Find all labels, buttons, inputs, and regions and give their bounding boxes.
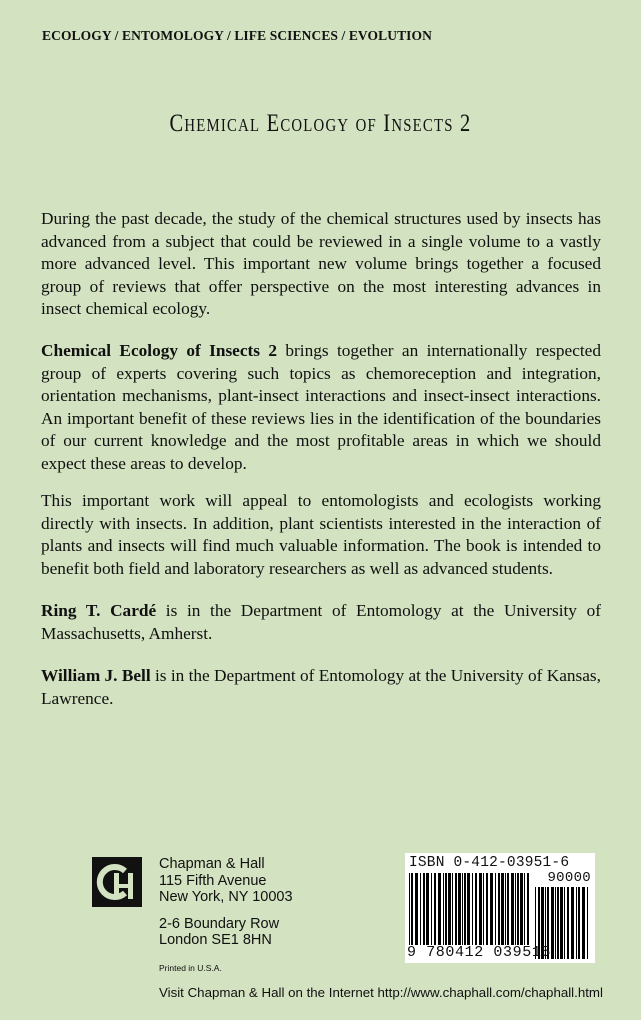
barcode-bar — [501, 873, 504, 945]
paragraph-2-text: brings together an internationally respected group of experts covering such topics as chemoreception and integration, orientation mechanisms, plant-insect interactions and insect-insect interactions. An important benefit of these reviews lies in the identification of the boundaries of our current knowledge and the most profitable areas in which we should expect these areas to develop. — [41, 341, 601, 473]
ean-number: 9 780412 039515 — [407, 944, 552, 961]
barcode-bar — [557, 887, 559, 959]
barcode-bar — [517, 873, 519, 945]
barcode-bar — [415, 873, 418, 945]
author-name: Ring T. Cardé — [41, 601, 157, 620]
barcode-bar — [409, 873, 410, 945]
barcode-bar — [527, 873, 529, 945]
barcode-bar — [426, 873, 429, 945]
address-line: London SE1 8HN — [159, 932, 272, 948]
address-line: 2-6 Boundary Row — [159, 915, 280, 932]
barcode-bar — [452, 873, 453, 945]
barcode-bar — [472, 873, 473, 945]
barcode-bar — [507, 873, 509, 945]
barcode-bar — [555, 887, 556, 959]
barcode-bar — [483, 873, 484, 945]
description-paragraph-2 — [41, 340, 601, 475]
barcode-bar — [479, 873, 482, 945]
author-bio-1 — [41, 600, 601, 645]
barcode-bar — [560, 887, 563, 959]
printed-in-label: Printed in U.S.A. — [159, 963, 222, 973]
barcode-bar — [467, 873, 470, 945]
subject-categories: ECOLOGY / ENTOMOLOGY / LIFE SCIENCES / EVOLUTION — [42, 28, 432, 43]
barcode-bars — [409, 873, 529, 945]
barcode-bar — [486, 873, 488, 945]
barcode-bar — [505, 873, 506, 945]
description-paragraph-1: During the past decade, the study of the chemical structures used by insects has advanced from a subject that could be reviewed in a single volume to a vastly more advanced level. This important new volume brings together a focused group of reviews that offer perspective on the most interesting advances in insect chemical ecology. — [41, 209, 601, 318]
barcode-bar — [455, 873, 457, 945]
barcode-bar — [495, 873, 496, 945]
barcode-bar — [567, 887, 569, 959]
barcode-bar — [578, 887, 580, 959]
barcode-bar — [445, 873, 447, 945]
barcode-bar — [524, 873, 525, 945]
barcode-bar — [551, 887, 554, 959]
barcode-bar — [448, 873, 451, 945]
book-title-inline: Chemical Ecology of Insects 2 — [41, 341, 278, 360]
barcode-bar — [587, 887, 588, 959]
barcode-bar — [423, 873, 425, 945]
barcode-bar — [564, 887, 565, 959]
author-bio-text: is in the Department of Entomology at the University of Kansas, Lawrence. — [41, 666, 601, 708]
publisher-website-line: Visit Chapman & Hall on the Internet http://www.chaphall.com/chaphall.html — [159, 985, 603, 1000]
author-bio-text: is in the Department of Entomology at the University of Massachusetts, Amherst. — [41, 601, 601, 643]
isbn-number: ISBN 0-412-03951-6 — [409, 855, 570, 871]
price-code: 90000 — [547, 870, 591, 886]
barcode-bar — [475, 873, 477, 945]
barcode-bar — [582, 887, 585, 959]
address-line: New York, NY 10003 — [159, 889, 293, 905]
barcode-bar — [438, 873, 441, 945]
isbn-barcode — [405, 853, 595, 963]
book-title: Chemical Ecology of Insects 2 — [169, 110, 472, 137]
barcode-bar — [462, 873, 463, 945]
description-paragraph-3: This important work will appeal to entomologists and ecologists working directly with insects. In addition, plant scientists interested in the interaction of plants and insects will find much valuable information. The book is intended to benefit both field and laboratory researchers as well as advanced students. — [41, 491, 601, 578]
barcode-bar — [498, 873, 500, 945]
barcode-bar — [490, 873, 493, 945]
barcode-bar — [515, 873, 516, 945]
barcode-bar — [511, 873, 514, 945]
address-line: 115 Fifth Avenue — [159, 872, 267, 889]
publisher-address — [159, 856, 293, 949]
publisher-logo-icon — [92, 857, 142, 907]
barcode-bar — [458, 873, 461, 945]
barcode-bar — [464, 873, 466, 945]
barcode-bar — [431, 873, 432, 945]
barcode-bar — [443, 873, 444, 945]
barcode-bar — [411, 873, 413, 945]
barcode-bar — [571, 887, 574, 959]
author-name: William J. Bell — [41, 666, 151, 685]
publisher-name: Chapman & Hall — [159, 856, 265, 872]
author-bio-2 — [41, 665, 601, 710]
barcode-bar — [434, 873, 436, 945]
barcode-bar — [520, 873, 523, 945]
barcode-bar — [420, 873, 421, 945]
barcode-bar — [576, 887, 577, 959]
